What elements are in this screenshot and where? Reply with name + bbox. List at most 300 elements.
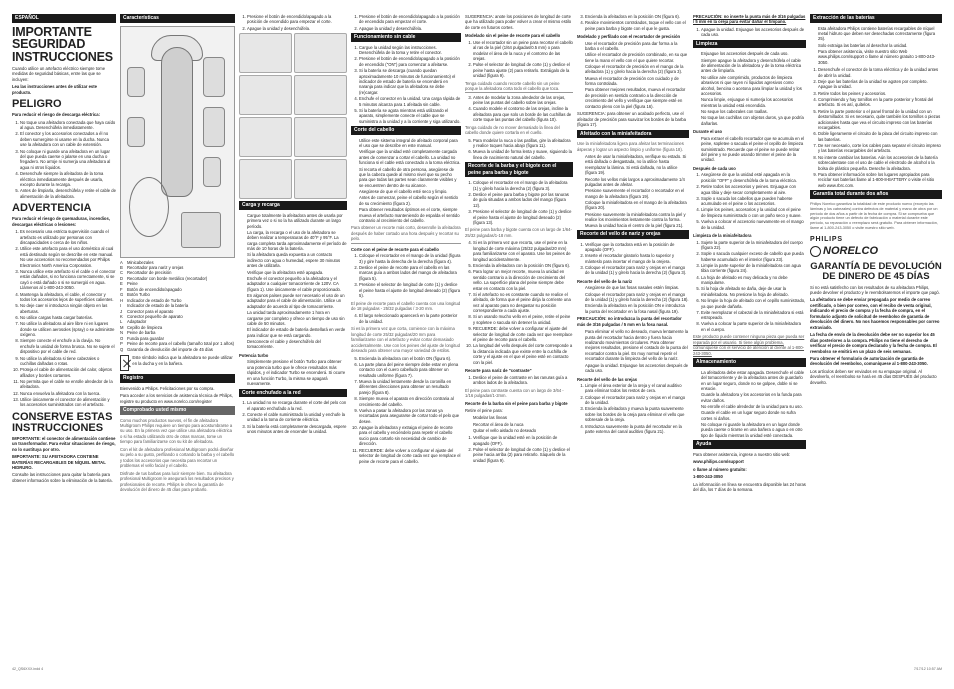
list-item: ▪ Coloque la miniafeitadora en el mango de la afeitadora (figura 20). — [585, 200, 689, 211]
legend-label: Indicador de estado de la batería — [127, 303, 189, 309]
list-item: ▪ No utilice aire comprimido, productos de limpieza abrasivos ni que rayen ni líquidos agresivos como alcohol, bencina o acetona para limpiar la unidad y los accesorios. — [701, 75, 806, 97]
list-item: ▪ Guarde la afeitadora y los accesorios en la funda para evitar daños. — [701, 392, 806, 403]
list-item: ▪ La unidad tarda aproximadamente 1 hora en cargarse por completo y ofrece un tiempo de uso sin cable de 50 minutos. — [247, 310, 347, 326]
mod-list — [465, 40, 573, 79]
list-item: 4. Si es la primera vez que recorta, use el peine en la longitud de corte máxima (25/32 pulgadas/20 mm) para familiarizarse con el aparato. Use los peines de longitud accidentalmente. — [473, 240, 573, 262]
list-item: 4. Enchufe el conector en la unidad. Una carga rápida de 5 minutos alcanza para 1 afeitada sin cable. — [359, 96, 461, 107]
list-item: ▪ Asegúrese de que el cabello esté seco y limpio. — [359, 189, 461, 194]
legend-key: A — [120, 259, 123, 265]
legend-label: Conector pequeño de aparato — [127, 314, 183, 320]
prec-warning: PRECAUCIÓN: no inserte la punta más de 3/16 pulgadas / 5 mm en la oreja para evitar dañar el tímpano. — [693, 14, 806, 25]
conserve-p1: IMPORTANTE: el conector de alimentación contiene un transformador. Para evitar situaciones de riesgo, no lo sustituya por otro. — [12, 435, 116, 452]
legend-key: P — [120, 341, 123, 347]
list-item: ▪ Apague la unidad. Enjuague los accesorios después de cada uso. — [585, 363, 689, 374]
col4-top-list — [351, 14, 461, 31]
list-item: 9. No utilice la afeitadora si tiene cabezales o cuchillas dañadas o rotas. — [20, 356, 116, 367]
list-item: 5. Encienda la afeitadora con la posición ON (figura 6). — [473, 263, 573, 268]
column-precision — [577, 14, 689, 674]
list-item: 7. No utilice la afeitadora al aire libre ni en lugares donde se utilicen aerosoles (spray) o se administre oxígeno. — [20, 321, 116, 337]
advertencia-sub: Para reducir el riesgo de quemaduras, incendios, descargas eléctricas o lesiones: — [12, 216, 110, 227]
list-item: ▪ Mueva el recortador de precisión con cuidado y de forma controlada. — [585, 76, 689, 87]
list-item: 1. Apague la unidad. Enjuague los accesorios después de cada uso. — [701, 27, 806, 38]
list-item: 9. RECUERDE: debe volver a configurar el ajuste del selector de longitud de corte cada vez que reemplace el peine de recorte para el cabello. — [473, 326, 573, 342]
list-item: ▪ Recortar el área de la nuca — [473, 422, 573, 427]
list-item: 2. Utilice este artefacto para el uso doméstico al cual está destinado según se describe en este manual. No use accesorios no recomendados por Philips Electronics North America Corporation. — [20, 246, 116, 268]
barba-note: El peine para barba y bigote cuenta con un largo de 1/64-25/32 pulgadas/1-18 mm. — [465, 227, 572, 238]
guar-p5: Los artículos deben ser enviados en su empaque original. Al devolverlo, el reembolso se hará en 45 días DESPUÉS del producto devuelto. — [810, 368, 937, 385]
list-item: 5. Encienda la afeitadora con el botón ON (figura 6). — [359, 356, 461, 361]
list-item: 10. Apague la afeitadora y extraiga el peine de recorte para el cabello y enciéndelo para repetir el cabello sucio para cortarlo sin necesidad de cambio de dirección. — [359, 425, 461, 447]
list-item: 5. No deje caer ni introduzca ningún objeto en las aberturas. — [20, 303, 116, 314]
list-item: 6. Doble ligeramente el circuito de la placa del circuito impreso con las baterías. — [818, 131, 942, 142]
legend-key: D — [120, 275, 124, 281]
peine-more-list — [351, 313, 461, 324]
list-item: 6. No limpie la hoja de afeitado con el cepillo suministrado, ya que puede dañarla. — [701, 298, 806, 309]
list-item: ▪ No seque los cabezales con toallas. — [701, 109, 806, 114]
list-item: ▪ El indicador de estado de batería destellará en verde para indicar que se está cargando. — [247, 327, 347, 338]
list-item: 3. Presione el selector de longitud de corte (1) y deslice el peine hasta el ajuste de longitud deseado (2) (figura 13). — [473, 209, 573, 225]
carga-list — [239, 213, 347, 350]
peligro-title: PELIGRO — [12, 98, 62, 111]
list-item: ▪ Cargue totalmente la afeitadora antes de usarla por primera vez o si no la ha utilizado durante un largo período. — [247, 213, 347, 229]
legend-key: N — [120, 330, 124, 336]
legend-key: I — [120, 303, 122, 309]
note1: Este producto puede contener ninguna pieza que pueda ser reparada por el usuario. Si tiene algún problema, comuníquese con el servicio de atención al cliente al 1-800-243-3050. — [693, 334, 805, 356]
ayuda-p: Para obtener asistencia, ingrese a nuestro sitio web: — [693, 451, 791, 457]
conserve-title: CONSERVE ESTAS INSTRUCCIONES — [12, 410, 113, 434]
list-item: 7. De ser necesario, corte los cables para separar el circuito impreso y las baterías recargables del artefacto. — [818, 143, 942, 154]
list-item: 3. Si la batería se descarga (cuando quedan aproximadamente 10 minutos de funcionamiento) el indicador de estado de batería se encenderá en naranja para indicar que la afeitadora se debe (re)cargar. — [359, 68, 461, 95]
list-item: 10. Proteja el cable de alimentación del calor, objetos afilados y bordes cortantes. — [20, 367, 116, 378]
figure-thumb — [239, 33, 292, 73]
list-item: ▪ Si recorta el cabello de otra persona, asegúrese de que la cabeza quede al mismo nivel que su pecho para que todas las partes sean claramente visibles y se encuentren dentro de su alcance. — [359, 167, 461, 189]
despues-list — [693, 172, 806, 230]
advertencia-title: ADVERTENCIA — [12, 202, 92, 215]
guar-p3: La fecha de envío de la devolución debe ser no superior los 45 días posteriores a la compra. Philips no tiene el derecho de verificar el precio de compra declarado y la fecha de compra. El reembolso se emitirá en un plazo de seis semanas. — [810, 332, 937, 354]
figure-row — [239, 159, 347, 199]
footer-right: 7/17/12 10:57 AM — [913, 667, 942, 672]
list-item: 1. Limpie el área exterior de la oreja y el canal auditivo para eliminar todos los restos de cera. — [585, 383, 689, 394]
read-all: Lea las instrucciones antes de utilizar este producto. — [12, 84, 97, 95]
legend-label: Indicador de estado de Turbo — [127, 297, 182, 303]
pelado-list — [465, 415, 573, 433]
footer-left: 42_QS6XXX.indd 4 — [12, 667, 44, 672]
shaver-body-icon — [161, 47, 193, 197]
list-item: 5. Para modelar la nuca o las patillas, gire la afeitadora y realice toques hacia abajo (figura 11). — [473, 138, 573, 149]
legend-key: K — [120, 314, 123, 320]
peine-header: Corte con el peine de recorte para el cabello — [351, 246, 439, 252]
list-item: 1. No toque una afeitadora conectada que haya caído al agua. Desenchúfela inmediatamente. — [20, 120, 116, 131]
legend-key: O — [120, 335, 124, 341]
peine-more-note: Si es la primera vez que corta, comience con la máxima longitud de corte 25/32 pulgadas/20 mm para familiarizarse con el artefacto y evitar cortar demasiado accidentalmente. Use con los peines del ajuste de longitud deseado para obtener una mayor variedad de estilos. — [351, 326, 460, 354]
list-item: 11. No permita que el cable se enrolle alrededor de la afeitadora. — [20, 379, 116, 390]
list-item: 3. Sople o sacuda los cabellos que pueden haberse acumulado en el peine o los accesorios. — [701, 196, 806, 207]
list-item: 12. Nunca envuelva la afeitadora con la tuerca. — [20, 391, 116, 396]
comb-icon — [203, 107, 225, 147]
cabello-header: Corte del cabello — [351, 126, 461, 135]
list-item: ▪ Para obtener resultados óptimos en el corte, siempre mueva el artefacto manteniendo de espalda el sentido contrario al crecimiento del cabello. — [359, 207, 461, 223]
list-item: ▪ Si la afeitadora queda expuesta a un contacto indirecto con agua o humedad, espere 30 minutos antes de utilizarla. — [247, 252, 347, 268]
list-item: 1. Use el recortador sin un peine para recortar el cabello al ras de la piel (1/64 pulgadas/0.5 mm) o para modelar el área de la nuca y el contorno de las orejas. — [473, 40, 573, 62]
list-item: 7. Si el artefacto no es constante cuando se realice el afeitado, de forma que el peine dirija la corriente una vez al aparato para no desgastar su posición correspondiente a cada ajuste. — [473, 292, 573, 314]
ayuda-note: La información en línea se encuentra disponible las 24 horas del día, los 7 días de la semana. — [693, 481, 806, 493]
legend-label: Garantía de devolución del importe de 45 días — [127, 346, 213, 352]
list-item: 1. Desenchufe el conector de la toma eléctrica y de la unidad antes de abrir la unidad. — [818, 67, 942, 78]
legend-key: G — [120, 292, 124, 298]
product-figure — [120, 26, 235, 258]
list-item: ▪ Enjuague los accesorios después de cada uso. — [701, 51, 806, 56]
guar-p1: Si no está satisfecho con los resultados de su afeitadora Philips, puede devolver el producto y le reembolsaremos el importe que pagó. — [810, 284, 940, 295]
manual-spread — [12, 14, 942, 674]
list-item: 2. Pulse el selector de longitud de corte (1) y deslice el peine hasta ajuste (2) para retirarlo. Extráigalo de la unidad (figura 9). — [473, 62, 573, 78]
list-item: ▪ Enchufe el conector pequeño a la afeitadora y el adaptador a cualquier tomacorriente de 120V. CA (figura 1). Use únicamente el cable proporcionado. — [247, 276, 347, 292]
list-item: 11. RECUERDE: debe volver a configurar el ajuste del selector de longitud de corte cada vez que remplace el peine de recorte para el cabello. — [359, 448, 461, 464]
list-item: ▪ Solo extraiga las baterías al desechar la unidad. — [818, 43, 942, 48]
col6-top-list — [577, 14, 689, 31]
list-item: ▪ No enrolle el cable alrededor de la unidad para su uso. — [701, 404, 806, 409]
legend-label: Botón de encendido/apagado — [127, 286, 182, 292]
prec-note: SUGERENCIA: para obtener un acabado perfecto, use el afeitador de precisión para suavizar los bordes de la barba (figura 17). — [577, 111, 686, 128]
list-item: 2. Presione el botón de encendido/apagado a la posición de encendido ("ON") para comenzar a afeitarse. — [359, 56, 461, 67]
list-item: 3. Si la batería está completamente descargada, espere unos minutos antes de encender la unidad. — [247, 424, 347, 435]
prec-warning-list — [693, 27, 806, 38]
list-item: 8. No intente cambiar las baterías. Aún los accesorios de la batería sobrecalentase con el uso de cable el electrodo de alcohol o la bolsa de plástico pequeña. Deseche la afeitadora. — [818, 155, 942, 171]
column-cordless — [351, 14, 461, 674]
guar-p2: La afeitadora se debe enviar prepagada por medio de correo certificado, o bien por correo, con el recibo de venta original, indicando el precio de compra y la fecha de compra, en el formulario adjunto de solicitud de reembolso de garantía de devolución del dinero. No nos hacemos responsables por correo extraviado. — [810, 297, 940, 330]
list-item: 2. El conector y los accesorios conectados a él no deben sumergirse ni usarse en la ducha. Nunca use la afeitadora con un cable de extensión. — [20, 131, 116, 147]
legend-key: H — [120, 297, 124, 303]
list-item: 4. Realice movimientos controlados, toque el vello con el peine para barba y bigote con el que le gusta. — [585, 20, 689, 31]
list-item: ▪ La afeitadora debe estar apagada. Desenchufe el cable del tomacorriente y de la afeitadora antes de guardarlo en un lugar seguro, donde no se golpee, doble ni se ensucie. — [701, 370, 806, 392]
list-item: ▪ Coloque el recortador para nariz y orejas en el mango de la unidad (1) y gírelo hacia la derecha (2) (figura 18). — [585, 292, 689, 303]
figure-thumb — [239, 75, 292, 115]
list-item: ▪ Esta afeitadora Philips contiene baterías recargables de níquel metal hidruro que deben ser desechadas correctamente (figura 25). — [818, 26, 942, 42]
legend-key: E — [120, 281, 123, 287]
list-item: ▪ Presione suavemente el recortador o recortador en el mango de la afeitadora (figura 19). — [585, 188, 689, 199]
list-item: 2. Inserte el recortador giratorio hasta lo superior y mánteslo para incertar el mango de la orejera. — [585, 253, 689, 264]
afeit-list — [577, 154, 689, 228]
list-item: 8. Si un usando mucho vello en el peine, retire el peine y sopletee o sacuda sin detener la unidad. — [473, 314, 573, 325]
figure-thumb — [239, 117, 292, 157]
column-safety — [12, 14, 116, 674]
pouch-icon — [181, 212, 221, 248]
col3-top-list — [239, 14, 347, 31]
list-item: ▪ Coloque el recortador de precisión en el mango de la afeitadora (1) y gírelo hacia la derecha (2) (figura 3). — [585, 64, 689, 75]
list-item: 2. Sople o sacuda cualquier exceso de cabello que pueda haberse acumulado en el interior (figura 23). — [701, 251, 806, 262]
list-item: 3. Nunca utilice este artefacto si el cable o el conector están dañados, si no funciona correctamente, si se cayó o está dañado o si se sumergió en agua. Llámenos al 1-800-243-3050. — [20, 269, 116, 291]
figure-thumb — [294, 117, 347, 157]
cabello-list — [351, 138, 461, 224]
conserve-p2: IMPORTANTE: SU AFEITADORA CONTIENE BATERÍAS RECARGABLES DE NÍQUEL METAL HIDRURO. — [12, 454, 106, 471]
nariz-list — [465, 375, 573, 386]
legend-label: Peine de barba — [127, 330, 156, 336]
list-item: 9. Vuelva a pasar la afeitadora por las zonas ya recortadas para asegurarse de cortar todo el pelo que desee. — [359, 408, 461, 424]
list-item: ▪ No coloque ni guarde la afeitadora en un lugar donde pueda caerse o tirarse en una bañera o agua o en otro tipo de líquido mientras la unidad esté conectada. — [701, 422, 806, 438]
list-item: 4. Limpie los peines, accesorios y la unidad con el peine de limpieza suministrado o con un paño seco y suave. — [701, 207, 806, 218]
list-item: ▪ Asegúrese de que las fosas nasales estén limpias. — [585, 285, 689, 290]
list-item: 5. Si la hoja de afeitado se daña, deje de usar la miniafeitadora. No presione la hoja de afeitado. — [701, 286, 806, 297]
list-item: ▪ Para obtener asistencia, visite nuestro sitio Web www.philips.com/support o llame al número gratuito 1-800-243-3050. — [818, 49, 942, 65]
func-list — [351, 45, 461, 125]
list-item: 4. Mantenga la afeitadora, el cable, el conector y todos los accesorios lejos de superficies calientes. — [20, 292, 116, 303]
list-item: ▪ Utilice este sistema integral de afeitado corporal para el uso que se describe en este manual. — [359, 138, 461, 149]
legend-label: Cepillo de limpieza — [127, 324, 163, 330]
registro-p: Bienvenido a Philips. Felicitaciones por su compra. — [120, 385, 215, 391]
legend-label: Recortador de precisión — [127, 270, 172, 276]
corte-red-header: Corte enchufado a la red — [239, 389, 347, 398]
guar-p4: Para obtener el formulario de autorización de garantía de devolución del reembolso, comuníquese al 1-800-243-3050. — [810, 355, 928, 367]
carga-header: Carga y recarga — [239, 201, 347, 210]
conserve-p3: Consulte las instrucciones para quitar la batería para obtener información sobre la eliminación de la batería. — [12, 472, 113, 483]
prec-list — [577, 41, 689, 110]
list-item: ▪ Recorte los vellos más largos a aproximadamente 1/4 pulgadas antes de afeitar. — [585, 177, 689, 188]
list-item: ▪ Nunca limpie, enjuague ni sumerja los accesorios mientras la unidad está encendida. — [701, 97, 806, 108]
philips-logo: PHILIPS — [810, 236, 843, 244]
list-item: 5. Vuelva a colocar el accesorio nuevamente en el mango de la unidad. — [701, 219, 806, 230]
norelco-logo-text: NORELCO — [823, 245, 878, 258]
list-item: 4. Introduzca suavemente la punta del recortador en la parte externa del canal auditivo (figura 21). — [585, 424, 689, 435]
list-item: 3. Antes de modelar la zona alrededor de las orejas, peine las puntas del cabello sobre las orejas. — [473, 95, 573, 106]
list-item: 6. Mueva la unidad de forma lenta y suave, siguiendo la línea de nacimiento natural del cabello. — [473, 149, 573, 160]
list-item: 1. Coloque el recortador en el mango de la unidad (figura 3) y gire hasta la derecha de la derecha (figura 4). — [359, 253, 461, 264]
list-item: 7. Evite reemplazar el cabezal de la miniafeitadora si está estropeado. — [701, 310, 806, 321]
gar-header: Garantía total durante dos años — [810, 190, 942, 199]
registro-header: Registro — [120, 374, 235, 383]
list-item: 6. La parte plana del peine siempre debe estar en plena contacto con el cuero cabelludo para obtener un resultado uniforme (figura 7). — [359, 362, 461, 378]
legend-key: C — [120, 270, 124, 276]
list-item: 3. Limpie la parte superior de la miniafeitadora con agua tibia corriente (figura 24). — [701, 263, 806, 274]
mod-header: Modelado sin el peine de recorte para el cabello — [465, 33, 561, 39]
list-item: 2. Deslice el peine para barba y bigote por las ranuras de guía situadas a ambos lados del mango (figura 12). — [473, 192, 573, 208]
registro-p2: Para acceder a los servicios de asistencia técnica de Philips, registre su producto en www.norelco.com/register — [120, 393, 233, 404]
list-item: ▪ No toque las cuchillas con objetos duros, ya que podría dañarlas. — [701, 115, 806, 126]
nariz2-list — [577, 285, 689, 314]
list-item: ▪ Encienda la afeitadora en la posición ON e introduzca la punta del recortador en la fosa nasal (figura 19). — [585, 303, 689, 314]
list-item: ▪ Antes de comenzar, peine el cabello según el sentido de su crecimiento (figura 2). — [359, 195, 461, 206]
list-item: 2. Deslice el peine de recorte para el cabello en las marcas guía a ambos lados del mango de afeitadora (figura 5). — [359, 265, 461, 281]
comb-icon — [203, 57, 225, 97]
list-item: 2. Conecte el cable suministrado la unidad y enchufe la unidad a la toma de corriente eléctrica. — [247, 412, 347, 423]
list-item: ▪ Simplemente presione el botón Turbo para obtener una potencia turbo que le ofrece resultados más rápidos, y el indicador Turbo se encenderá. Si ocurre en una función Turbo, la misma se apagará nuevamente. — [247, 359, 347, 386]
column-warranty — [810, 14, 942, 674]
legend-label: Conector para el aparato — [127, 308, 174, 314]
list-item: ▪ Verifique que la unidad esté completamente cargada antes de comenzar a cortar el cabello. La unidad no funciona si el cable está conectado a la toma eléctrica. — [359, 149, 461, 165]
pelado-header: Recorte de la barba sin el peine para barba y bigote — [465, 401, 568, 407]
list-item: 1. Presione el botón de encendido/apagado a la posición de encendido para empezar el corte. — [247, 14, 347, 25]
list-item: ▪ Antes de usar la miniafeitadora, verifique su estado. Si está dañada o desgastada, no la utilice hasta reemplazar la lámina. Si está dañada, no la utilice (figura 19). — [585, 154, 689, 176]
list-item: 4. El largo seleccionado aparecerá en la parte posterior de la unidad. — [359, 313, 461, 324]
legend-label: Funda para guardar — [127, 335, 165, 341]
list-item: 6. No utilice cargas hasta cargar baterías. — [20, 315, 116, 320]
func-header: Funcionamiento sin cable — [351, 33, 461, 42]
orejas-list — [577, 383, 689, 434]
almacen-header: Almacenamiento — [693, 358, 806, 367]
list-item: 2. Apague la unidad y desenchúfela. — [247, 26, 347, 31]
list-item: 1. Verifique que la unidad esté en la posición de apagado (OFF). — [473, 435, 573, 446]
list-item: 5. Antes de limpiarla, desenchúfela y retire el cable de alimentación de la afeitadora. — [20, 188, 116, 199]
list-item: 2. Apague la unidad y desenchúfela. — [359, 26, 461, 31]
list-item: 4. Desenchufe siempre la afeitadora de la toma eléctrica inmediatamente después de usarla, excepto durante la recarga. — [20, 171, 116, 187]
ext-list — [810, 26, 942, 66]
list-item: ▪ Para eliminar el vello no deseado, mueva lentamente la punta del recortador hacia dentro y fuera hacia realizando movimientos circulares. Para obtener mejores resultados, presione el costado de la punta del recortador contra la piel. Es muy normal repetir el recortador durante la limpieza del vello de la nariz. — [585, 329, 689, 362]
legend-label: Peine de recorte para el cabello (tamaño total por 1 años) — [127, 341, 235, 347]
list-item: ▪ Verifique que la afeitadora esté apagada. — [247, 270, 347, 275]
ext-header: Extracción de las baterías — [810, 14, 942, 23]
legend-key: M — [120, 324, 124, 330]
column-charging — [239, 14, 347, 674]
list-item: 5. Retire la parte posterior o el panel frontal de la unidad con un destornillador. Si es necesario, quite también los tornillos o piezas adicionales hasta que vea el circuito impreso con las baterías recargables. — [818, 109, 942, 131]
nariz-header: Recorte para nariz de "contraste" — [465, 368, 532, 374]
list-item: 9. Para obtener información sobre los lugares apropiados para reciclar sus baterías llame al 1-800-8-BATTERY o visite el sitio web www.rbrc.com. — [818, 172, 942, 188]
figure-thumb — [239, 159, 292, 199]
norelco-logo — [810, 244, 942, 258]
list-item: 2. Deje que las baterías de la unidad se agoten por completo. Apague la unidad. — [818, 79, 942, 90]
list-item: 7. Mueva la unidad lentamente desde la coronilla en diferentes direcciones para obtener un resultado parejo (figura 8). — [359, 379, 461, 395]
prec2-text: PRECAUCIÓN: no introduzca la punta del recortador más de 3/16 pulgadas / 5 mm en la fosa nasal. — [577, 316, 682, 327]
durante-header: Durante el uso — [693, 129, 723, 135]
figure-thumb — [294, 159, 347, 199]
legend-label: Adaptador — [127, 319, 147, 325]
legend-label: Minicabezales — [127, 259, 154, 265]
figure-row — [239, 75, 347, 115]
list-item: 2. Coloque el recortador para nariz y orejas en el mango de la unidad. — [585, 395, 689, 406]
peine-list — [351, 253, 461, 298]
comp-p3: Disfrute de tus barbas para lucir siempre bien. Su afeitadora profesional Multigroom le asegurará los resultados precisos y profesionales de recorte. Philips le ofrece la garantía de devolución del dinero de 45 días para probarlo. — [120, 470, 234, 492]
comp-p1: Como muchos productos nuevos, el fin de afeitadora Multigroom Philips requiere un tiempo para acostumbrarse a su uso. En la primera vez que utilice una afeitadora eléctrica o si ha estado utilizando otro de otras marcas, tome un tiempo para familiarizarse con su kit de afeitadora. — [120, 417, 233, 445]
mod-list3 — [465, 138, 573, 161]
list-item: 8. Siempre mueva el aparato en dirección contraria al crecimiento del cabello. — [359, 396, 461, 407]
list-item: 1. Es necesario una estricta supervisión cuando el artefacto es utilizado por personas con discapacidades o cerca de los niños. — [20, 229, 116, 245]
figure-row — [239, 117, 347, 157]
trimmer-icon — [203, 157, 221, 187]
list-item: 4. Comprimiendo y hay tornillos en la parte posterior y frontal del artefacto. Si es así, quítelos. — [818, 97, 942, 108]
nar-header: Recorte del vello de nariz y orejas — [577, 230, 689, 239]
list-item: 3. Retire todos los peines y accesorios. — [818, 91, 942, 96]
orejas-header: Recorte del vello de las orejas — [577, 376, 638, 382]
comp-header: Comprobado usted mismo — [120, 406, 235, 415]
legend-key: Q — [120, 346, 124, 352]
ext-list2 — [810, 67, 942, 188]
list-item: ▪ Para obtener mejores resultados, mueva el recortador de precisión en sentido contrario a la dirección de crecimiento del vello y verifique que siempre esté en contacto pleno con la piel (figura 16). — [585, 87, 689, 109]
list-item: 4. La hoja de afeitado es muy delicada y no debe manipularse. — [701, 275, 806, 286]
nar-list — [577, 242, 689, 276]
list-item: 1. La unidad no se recarga durante el corte del pelo con el aparato enchufado a la red. — [247, 400, 347, 411]
list-item: 1. Verifique que la cortadora está en la posición de apagado (OFF). — [585, 242, 689, 253]
list-item: 4. Cuando modele el contorno de las orejas, incline la afeitadora para que solo un borde de las cuchillas de corte toque las puntas del cabello (figura 10). — [473, 106, 573, 122]
safety-title: IMPORTANTE SEGURIDAD INSTRUCCIONES — [12, 24, 113, 64]
list-item: 8. Siempre conecte el enchufe a la clavija. No enchufe la unidad de forma brusca. No se sujete el dispositivo por el cable de red. — [20, 338, 116, 354]
legend-label: Recortador con borde metálico (recortador) — [127, 275, 208, 281]
nariz-note: El peine para contraste cuenta con un largo de 3/64 - 1/16 pulgadas/1-2mm. — [465, 387, 564, 398]
legend-key: J — [120, 308, 123, 314]
list-item: 1. Sujete la parte superior de la miniafeitadora del cuerpo (figura 22). — [701, 240, 806, 251]
legend-label: Recortador para nariz y orejas — [127, 264, 184, 270]
list-item: 10. La longitud del vello después del corte corresponde a la distancia indicada que existe entre la cuchilla de corte y el ajuste en el que el peine esté en contacto con la piel. — [473, 343, 573, 365]
sug-text: SUGERENCIA: anote los posiciones de longitud de corte que ha utilizado para poder volver a crear el mismo estilo de corte en futuros cortes. — [465, 14, 572, 30]
legend-key: B — [120, 264, 123, 270]
list-item: 1. Presione el botón de encendido/apagado a la posición de encendido para empezar el corte. — [359, 14, 461, 25]
safety-intro: Cuando utilice un artefacto eléctrico siempre tome medidas de seguridad básicas, entre las que se incluyen: — [12, 66, 106, 82]
pelado-list2 — [465, 435, 573, 463]
barba-list2 — [465, 240, 573, 365]
list-item: ▪ Guarde el cable en un lugar seguro donde no sufra cortes ni daños. — [701, 410, 806, 421]
barba-list — [465, 180, 573, 225]
list-item: ▪ La carga, la recarga o el uso de la afeitadora se deben realizar a temperaturas de 40°F y 95°F. La carga completa tarda aproximadamente el período de más de 10 horas de la batería. — [247, 230, 347, 252]
corte-red-list — [239, 400, 347, 434]
ayuda-header: Ayuda — [693, 440, 806, 449]
list-item: 3. Encienda la afeitadora y mueva la punta suavemente sobre los bordes de la oreja para eliminar el vello que sobresale de la oreja. — [585, 406, 689, 422]
list-item: 1. Asegúrese de que la unidad esté apagada en la posición "OFF" y desenchúfela de la toma eléctrica. — [701, 172, 806, 183]
gar-text: Philips Norelco garantiza la totalidad de este producto nuevo (excepto las láminas y los cabezales) contra defectos de material y mano de obra por un período de dos años a partir de la fecha de compra. Si se comprueba que algún producto tiene un defecto de fabricación o material durante este período, su reparación o reemplazo será gratuito. Para obtener información, llame al 1-800-243-3050 o visite nuestro sitio web. — [810, 201, 938, 231]
list-item: ▪ Siempre apague la afeitadora y desenchúfela el cable de alimentación de la afeitadora y de la toma eléctrica antes de limpiarla. — [701, 58, 806, 74]
pelado-intro: Retire el peine para: — [465, 407, 503, 413]
language-bar: ESPAÑOL — [12, 14, 116, 23]
despues-header: Después de cada uso — [693, 165, 736, 171]
mini-shaver-icon — [127, 117, 145, 147]
shower-symbol-text: Este símbolo indica que la afeitadora se puede utilizar en la ducha y en la bañera. — [132, 355, 233, 366]
guarantee-title: GARANTÍA DE DEVOLUCIÓN DE DINERO DE 45 DÍAS — [810, 260, 942, 282]
nose-trimmer-icon — [127, 67, 145, 97]
ayuda-num: 1-800-243-3050 — [693, 474, 723, 480]
mod-note2: Tenga cuidado de no mover demasiado la línea del cabello donde quiere cortarla en el cuello. — [465, 124, 560, 136]
list-item: 3. Presione el selector de longitud de corte (1) y deslice el peine hasta el ajuste de longitud deseado (2) (figura 5). — [359, 282, 461, 298]
legend-label: Botón Turbo — [127, 292, 150, 298]
peligro-list — [12, 120, 116, 200]
list-item: 3. Coloque el recortador para nariz y orejas en el mango de la unidad (1) y gírelo hacia la derecha (2) (figura 3). — [585, 265, 689, 276]
list-item: ▪ Use el recortador de precisión para dar forma a la barba o el cabello. — [585, 41, 689, 52]
list-item: ▪ Para extraer el cabello recortador que se acumula en el peine, sopletee o sacuda el peine el cepillo de limpieza suministrado. Recuerde que el peine se puede retirar del peine y se puede usando trimmer el peine de la unidad. — [701, 136, 806, 163]
peligro-sub: Para reducir el riesgo de descarga eléctrica: — [12, 112, 100, 118]
peine-end-list — [351, 356, 461, 464]
shower-symbol-row — [120, 355, 235, 371]
list-item: 3. Encienda la afeitadora en la posición ON (figura 6). — [585, 14, 689, 19]
figure-thumb — [294, 33, 347, 73]
list-item: ▪ Modelar las líneas — [473, 415, 573, 420]
column-features — [120, 14, 235, 674]
legend-item — [120, 347, 235, 352]
list-item: ▪ En algunos países puede ser necesario el uso de un adaptador para el cable de alimentación. Utilice un adaptador de acuerdo al tipo de tomacorriente. — [247, 293, 347, 309]
legend-label: Peine — [127, 281, 138, 287]
shower-safe-icon — [120, 355, 129, 371]
features-header: Características — [120, 14, 235, 23]
nariz2-header: Recorte del vello de la nariz — [577, 278, 633, 284]
barba-header: Recorte de la barba y el bigote con el peine para barba y bigote — [465, 162, 573, 177]
list-item: 1. Coloque el recortador en el mango de la afeitadora (1) y gírelo hacia la derecha (2) (figura 3). — [473, 180, 573, 191]
list-item: 5. Si la batería se agota mientras está utilizando el aparato, simplemente conecte el cable que se suministra a la unidad y a la corriente y siga utilizando. — [359, 108, 461, 124]
mod-list2 — [465, 95, 573, 123]
limp-header: Limpieza — [693, 40, 806, 49]
afeit-note: Use la miniafeitadora ligera para afeitar las terminaciones ásperas y lograr un aspecto limpio y uniforme (figura 18). — [577, 141, 684, 152]
list-item: 2. Retire todos los accesorios y peines. Enjuague con agua tibia y deje secar completamente al aire. — [701, 184, 806, 195]
almacen-list — [693, 370, 806, 439]
cabello-note: Para obtener un recorte más corto, desenrolle la afeitadora después de haber cortado una hora después y recortar su pelo. — [351, 225, 461, 243]
figure-thumb — [294, 75, 347, 115]
list-item: ▪ Desconecte el cable y desenchúfelo del tomacorriente. — [247, 339, 347, 350]
list-item: 1. Deslice el peine de contraste en las ranuras guía a ambos lados de la afeitadora. — [473, 375, 573, 386]
afeit-header: Afeitado con la miniafeitadora — [577, 130, 689, 139]
figure-row — [239, 33, 347, 73]
features-legend — [120, 260, 235, 353]
peine-note: El peine de recorte para el cabello cuenta con una longitud de 18 pulgadas - 25/32 pulgadas / 3-20 mm. — [351, 300, 461, 311]
durante-list — [693, 136, 806, 163]
prec-header: Modelado y perfilado con el recortador de precisión — [577, 34, 681, 40]
norelco-logo-icon — [810, 246, 821, 257]
list-item: ▪ Quitar el vello aislado no deseado — [473, 428, 573, 433]
legend-key: L — [120, 319, 123, 325]
legend-key: F — [120, 286, 123, 292]
ayuda-web[interactable]: www.philips.com/support — [693, 459, 744, 465]
limp-list — [693, 51, 806, 126]
